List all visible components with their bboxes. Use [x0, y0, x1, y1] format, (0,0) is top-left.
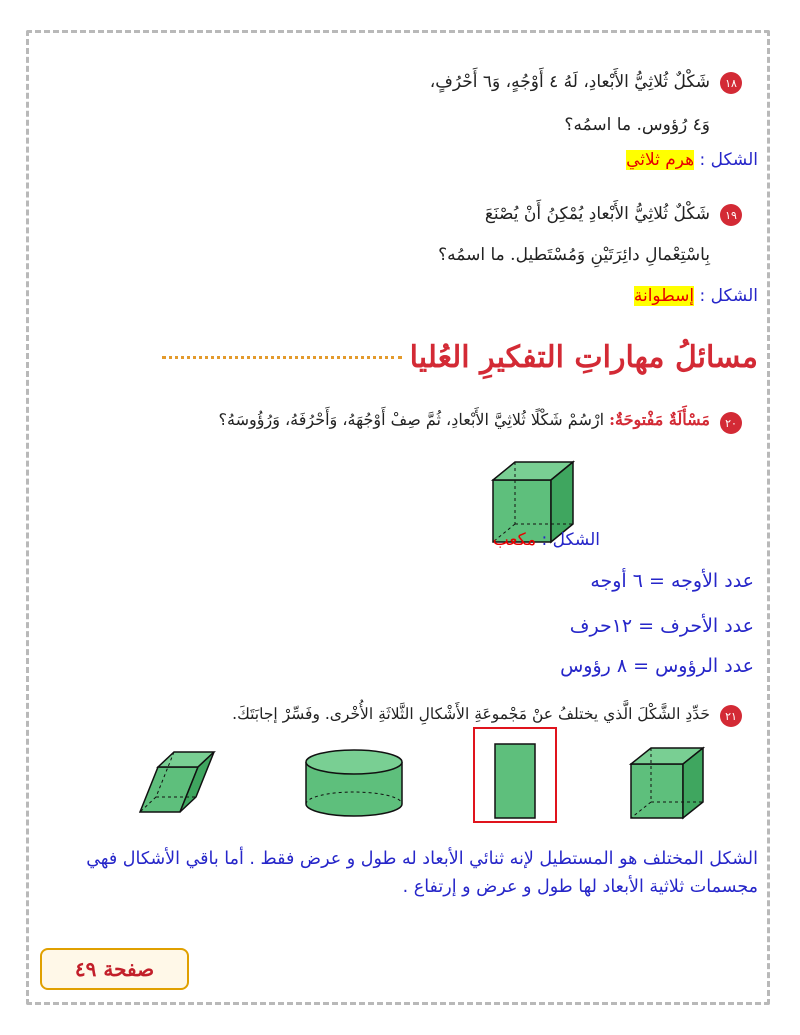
question-21-explanation: الشكل المختلف هو المستطيل لإنه ثنائي الأبعاد له طول و عرض فقط . أما باقي الأشكال فهي مجسمات ثلاثية الأبعاد لها طول و عرض و إرتفاع .: [86, 849, 758, 897]
question-19-line2: بِاسْتِعْمالِ دائِرَتَيْنِ وَمُسْتَطيل. ما اسمُه؟: [438, 245, 710, 265]
question-21-text: حَدِّدِ الشَّكْلَ الَّذي يختلفُ عنْ مَجْموعَةِ الأَشْكالِ الثَّلاثَةِ الأُخْرى. وفَسِّرْ إجابَتَكَ.: [232, 705, 710, 723]
answer-label: الشكل :: [541, 530, 600, 550]
page-number-badge: [40, 948, 189, 990]
question-19-line1: شَكْلٌ ثُلاثِيُّ الأَبْعادِ يُمْكِنُ أَنْ يُصْنَعَ: [484, 204, 710, 224]
question-19-number: ١٩: [720, 204, 742, 226]
cylinder-drawing: [298, 746, 408, 826]
question-19-answer: [634, 286, 758, 306]
prism-drawing: [138, 742, 238, 822]
answer-value: إسطوانة: [633, 286, 695, 306]
title-dotted-line: [162, 356, 402, 359]
question-20-text: [219, 410, 710, 429]
rectangle-drawing: [485, 742, 545, 822]
section-title: مسائلُ مهاراتِ التفكيرِ العُليا: [409, 340, 758, 375]
question-18-line1: شَكْلٌ ثُلاثِيُّ الأَبْعادِ، لَهُ ٤ أَوْجُهٍ، وَ٦ أَحْرُفٍ،: [429, 72, 710, 92]
answer-value: مكعب: [492, 530, 537, 550]
vertices-count: عدد الرؤوس = ٨ رؤوس: [560, 655, 754, 677]
question-20-answer: [493, 530, 600, 550]
answer-value: هرم ثلاثي: [626, 150, 695, 170]
cube-front-face: [631, 764, 683, 818]
question-18-number: ١٨: [720, 72, 742, 94]
open-question-body: ارْسُمْ شَكْلًا ثُلاثِيَّ الأَبْعادِ، ثُمَّ صِفْ أَوْجُهَهُ، وَأَحْرُفَهُ، وَرُؤُوسَهُ؟: [218, 410, 605, 429]
cylinder-top: [306, 750, 402, 774]
open-question-label: مَسْأَلَةٌ مَفْتوحَةٌ:: [609, 410, 710, 429]
section-heading: [162, 340, 758, 375]
faces-count: عدد الأوجه = ٦ أوجه: [590, 570, 754, 592]
answer-label: الشكل :: [699, 150, 758, 170]
question-18-line2: وَ٤ رُؤوس. ما اسمُه؟: [564, 115, 710, 135]
question-18-answer: [626, 150, 758, 170]
answer-label: الشكل :: [699, 286, 758, 306]
page-number-label: صفحة ٤٩: [74, 957, 155, 981]
cube-small-drawing: [625, 742, 715, 824]
question-20-number: ٢٠: [720, 412, 742, 434]
rectangle-shape: [495, 744, 535, 818]
edges-count: عدد الأحرف = ١٢حرف: [569, 615, 754, 637]
question-21-number: ٢١: [720, 705, 742, 727]
